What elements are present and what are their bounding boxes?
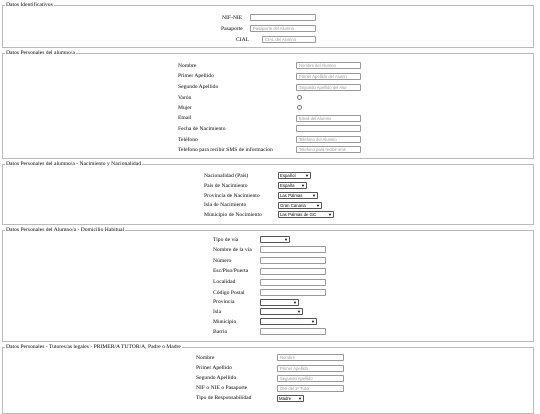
label-pais-nacimiento: País de Nacimiento [204,183,248,189]
cial-input[interactable]: CIAL del Alumno [262,36,316,43]
label-email: Email [178,115,192,121]
label-fecha-nacimiento: Fecha de Nacimiento [178,126,226,132]
label-tutor-primer-apellido: Primer Apellido [196,365,232,371]
label-barrio: Barrio [213,329,228,335]
chevron-down-icon: ▼ [297,309,301,314]
label-nombre-via: Nombre de la vía [213,247,252,253]
legend-datos-identificativos: Datos Identificativos [6,2,53,8]
chevron-down-icon: ▼ [312,193,316,198]
telefono-sms-input[interactable]: Telefono para recibir sms [296,146,361,153]
tipo-responsabilidad-value: Madre [279,396,292,401]
codigo-postal-input[interactable] [260,289,326,296]
tutor-primer-apellido-input[interactable]: Primer Apellido [277,365,344,372]
tipo-via-select[interactable] [260,236,290,243]
fieldset-nacimiento-nacionalidad [2,161,534,225]
label-codigo-postal: Código Postal [213,290,245,296]
label-tutor-nombre: Nombre [196,355,215,361]
esc-piso-puerta-input[interactable] [260,268,326,275]
label-numero: Número [213,258,232,264]
nombre-via-input[interactable] [260,246,326,253]
label-nombre: Nombre [178,63,197,69]
municipio-select[interactable] [260,318,317,325]
label-cial: CIAL [236,37,250,43]
label-provincia: Provincia [213,299,235,305]
chevron-down-icon: ▼ [293,300,297,305]
primer-apellido-input[interactable]: Primer Apellido del Alumn [296,73,361,80]
isla-nacimiento-select[interactable] [278,202,322,209]
chevron-down-icon: ▼ [284,237,288,242]
chevron-down-icon: ▼ [311,319,315,324]
fieldset-datos-personales [2,50,534,159]
pais-nacimiento-value: España [280,183,295,188]
legend-datos-personales: Datos Personales del alumno/a [6,50,75,56]
label-nacionalidad: Nacionalidad (País) [204,173,249,179]
label-localidad: Localidad [213,279,236,285]
label-mujer: Mujer [178,105,192,111]
legend-domicilio-habitual: Datos Personales del Alumno/a - Domicilio Habitual [6,227,125,233]
tipo-responsabilidad-select[interactable] [277,395,304,402]
label-telefono-sms: Teléfono para recibir SMS de informacion [178,147,273,153]
label-tipo-via: Tipo de vía [213,237,239,243]
tutor-nombre-input[interactable]: Nombre [277,354,344,361]
mujer-radio[interactable] [297,105,302,110]
segundo-apellido-input[interactable]: Segundo Apellido del Alur [296,84,361,91]
isla-nacimiento-value: Gran Canaria [280,203,306,208]
label-tutor-nif: NIF o NIE o Pasaporte [196,385,248,391]
nombre-input[interactable]: Nombre del Alumno [296,62,361,69]
nif-nie-input[interactable] [250,14,316,21]
provincia-select[interactable] [260,299,299,306]
label-telefono: Teléfono [178,137,198,143]
fecha-nacimiento-input[interactable] [296,125,361,132]
pais-nacimiento-select[interactable] [278,182,307,189]
tutor-nif-input[interactable]: DNI del 1º Tutor [277,385,344,392]
label-primer-apellido: Primer Apellido [178,73,214,79]
chevron-down-icon: ▼ [298,396,302,401]
chevron-down-icon: ▼ [301,183,305,188]
email-input[interactable]: Email del Alumno [296,115,361,122]
nacionalidad-select[interactable] [278,172,311,179]
chevron-down-icon: ▼ [328,212,332,217]
municipio-nacimiento-value: Las Palmas de GC [280,212,317,217]
nacionalidad-value: Español [280,173,296,178]
label-segundo-apellido: Segundo Apellido [178,84,219,90]
tutor-segundo-apellido-input[interactable]: Segundo Apellido [277,375,344,382]
label-esc-piso-puerta: Esc/Piso/Puerta [213,268,249,274]
label-tipo-responsabilidad: Tipo de Responsabilidad [196,395,252,401]
label-nif-nie: NIF-NIE [222,15,243,21]
municipio-nacimiento-select[interactable] [278,211,334,218]
label-pasaporte: Pasaporte [221,26,243,32]
pasaporte-input[interactable]: Pasaporte del Alumno [250,25,316,32]
localidad-input[interactable] [260,279,326,286]
provincia-nacimiento-select[interactable] [278,192,318,199]
label-isla-nacimiento: Isla de Nacimiento [204,202,247,208]
legend-primer-tutor: Datos Personales - Tutores/as legales - PRIMER/A TUTOR/A, Padre o Madre [6,344,181,350]
label-isla: Isla [213,309,222,315]
label-tutor-segundo-apellido: Segundo Apellido [196,375,237,381]
barrio-input[interactable] [260,328,326,335]
varon-radio[interactable] [297,95,302,100]
legend-nacimiento-nacionalidad: Datos Personales del alumno/a - Nacimiento y Nacionalidad [6,161,141,167]
isla-select[interactable] [260,308,303,315]
label-municipio: Municipio [213,319,237,325]
telefono-input[interactable]: Telefono del Alumno [296,136,361,143]
numero-input[interactable] [260,257,326,264]
label-municipio-nacimiento: Municipio de Nocimiento [204,212,262,218]
provincia-nacimiento-value: Las Palmas [280,193,303,198]
label-varon: Varón [178,95,192,101]
label-provincia-nacimiento: Provincia de Nacimiento [204,193,260,199]
chevron-down-icon: ▼ [316,203,320,208]
fieldset-primer-tutor [2,344,534,414]
chevron-down-icon: ▼ [305,173,309,178]
